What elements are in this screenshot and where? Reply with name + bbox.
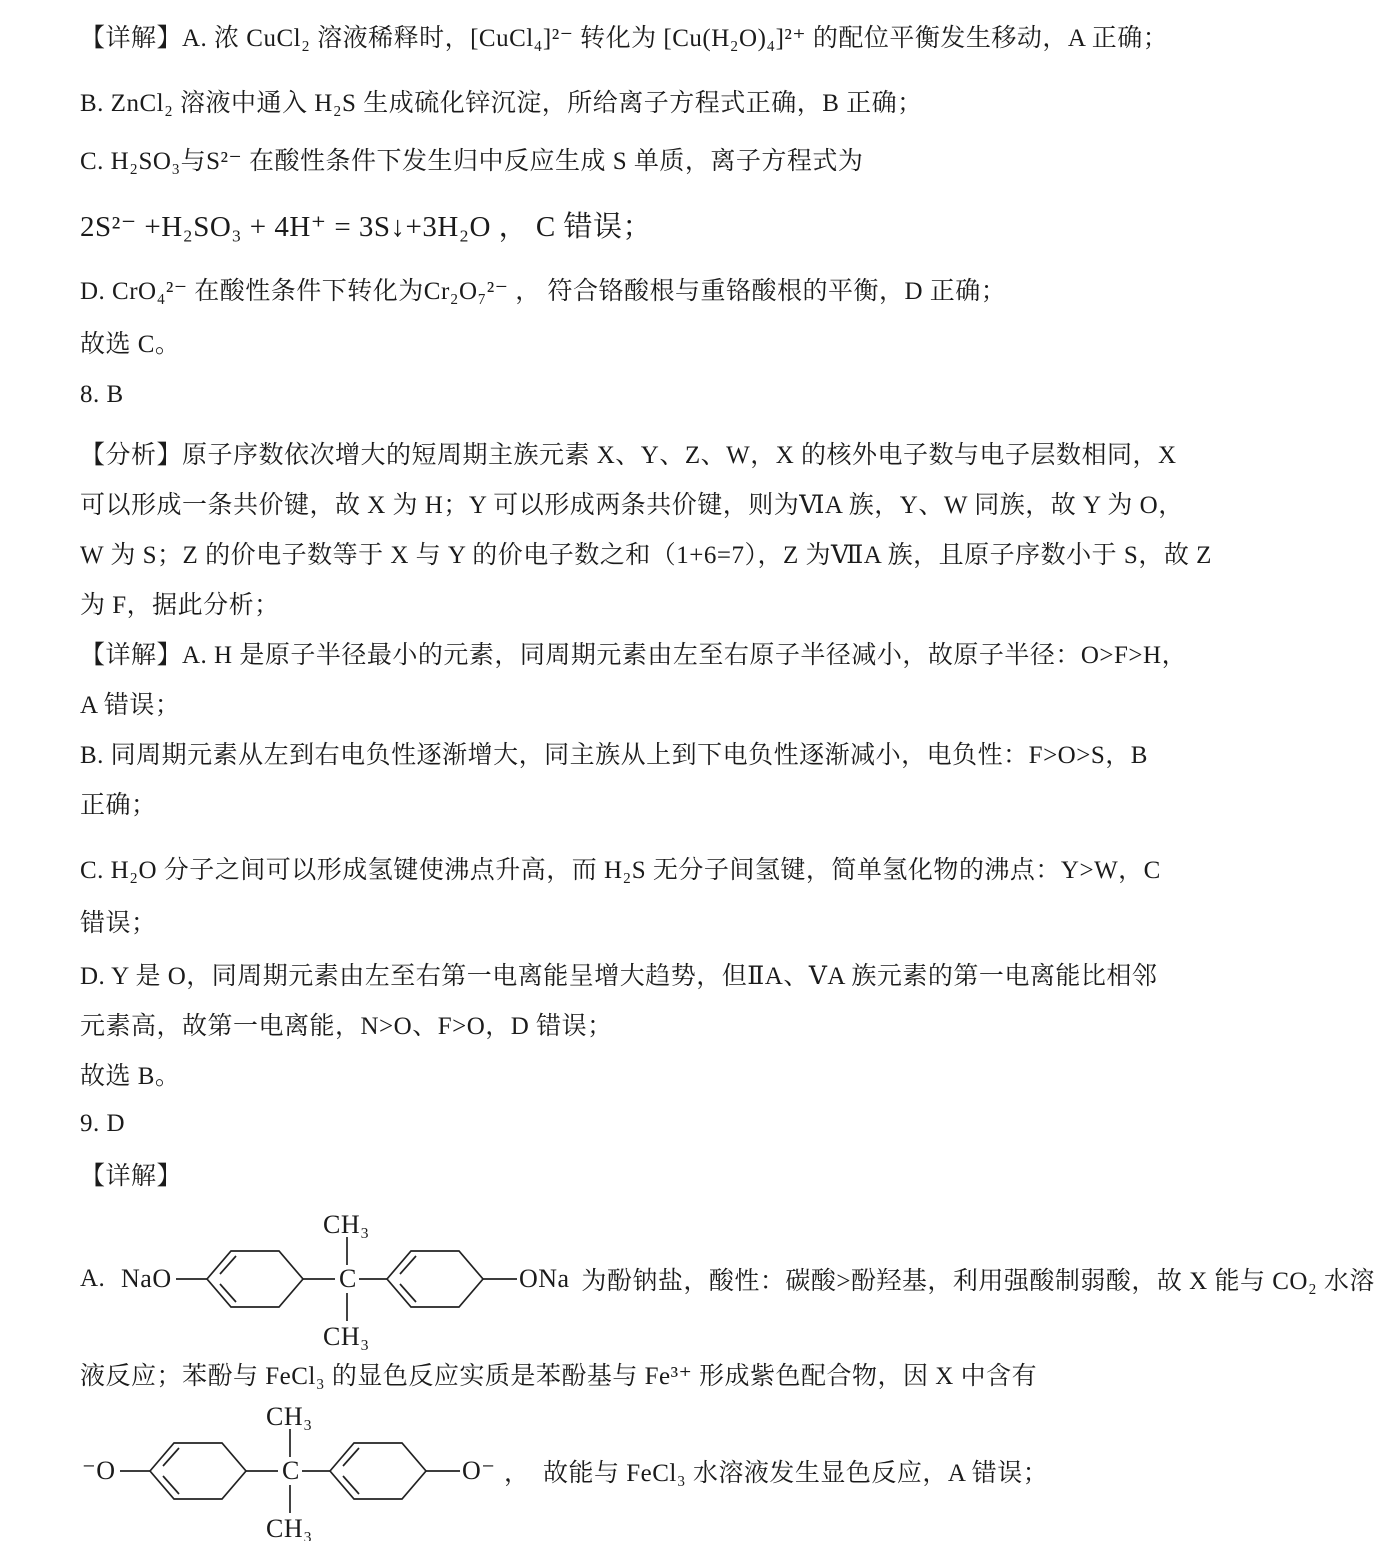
text-line: C. H₂SO₃与S²⁻ 在酸性条件下发生归中反应生成 S 单质，离子方程式为: [80, 148, 864, 175]
text-line: 元素高，故第一电离能，N>O、F>O，D 错误；: [80, 1013, 613, 1040]
text-line: 错误；: [80, 910, 157, 937]
text-line: 液反应；苯酚与 FeCl₃ 的显色反应实质是苯酚基与 Fe³⁺ 形成紫色配合物，因 X 中含有: [80, 1363, 1038, 1390]
ionic-equation-line: 2S²⁻ +H₂SO₃ + 4H⁺ = 3S↓+3H₂O ， C 错误；: [80, 210, 653, 243]
text-line: W 为 S；Z 的价电子数等于 X 与 Y 的价电子数之和（1+6=7），Z 为ⅦA 族，且原子序数小于 S，故 Z: [80, 542, 1212, 569]
text-line: 【分析】原子序数依次增大的短周期主族元素 X、Y、Z、W，X 的核外电子数与电子层数相同，X: [80, 442, 1177, 469]
text-line: B. ZnCl₂ 溶液中通入 H₂S 生成硫化锌沉淀，所给离子方程式正确，B 正确；: [80, 90, 923, 117]
text-line: 可以形成一条共价键，故 X 为 H；Y 可以形成两条共价键，则为ⅥA 族，Y、W 同族，故 Y 为 O，: [80, 492, 1184, 519]
option-a-conclusion-text: ， 故能与 FeCl₃ 水溶液发生显色反应，A 错误；: [504, 1460, 1049, 1487]
methyl-top-label: CH₃: [323, 1210, 370, 1239]
option-a-text: 为酚钠盐，酸性：碳酸>酚羟基，利用强酸制弱酸，故 X 能与 CO₂ 水溶: [581, 1268, 1375, 1295]
option-label: A.: [80, 1265, 106, 1292]
text-line: C. H₂O 分子之间可以形成氢键使沸点升高，而 H₂S 无分子间氢键，简单氢化物的沸点：Y>W，C: [80, 857, 1161, 884]
methyl-bottom-label: CH₃: [323, 1322, 370, 1351]
option-a-structure-row: [80, 1209, 1375, 1351]
methyl-top-label: CH₃: [266, 1402, 313, 1431]
answer-line: 故选 B。: [80, 1063, 181, 1090]
central-carbon-label: C: [339, 1264, 358, 1293]
answer-line: 8. B: [80, 381, 124, 408]
central-carbon-label: C: [282, 1456, 300, 1485]
phenolate-structure-row: [80, 1402, 1220, 1541]
bisphenol-a-disodium-structure: [119, 1209, 581, 1349]
right-substituent-label: ONa: [519, 1264, 570, 1293]
text-line: 正确；: [80, 792, 157, 819]
left-substituent-label: NaO: [121, 1264, 172, 1293]
text-line: D. CrO₄²⁻ 在酸性条件下转化为Cr₂O₇²⁻ ， 符合铬酸根与重铬酸根的平衡，D 正确；: [80, 278, 1007, 305]
text-line: D. Y 是 O，同周期元素由左至右第一电离能呈增大趋势，但ⅡA、ⅤA 族元素的第一电离能比相邻: [80, 963, 1158, 990]
text-line: B. 同周期元素从左到右电负性逐渐增大，同主族从上到下电负性逐渐减小，电负性：F>O>S，B: [80, 742, 1148, 769]
text-line: 为 F，据此分析；: [80, 592, 280, 619]
left-substituent-label: ⁻O: [82, 1456, 116, 1485]
text-line: 故选 C。: [80, 331, 181, 358]
methyl-bottom-label: CH₃: [266, 1514, 313, 1541]
text-line: A 错误；: [80, 692, 181, 719]
bisphenol-a-dianion-structure: [80, 1401, 504, 1541]
text-line: 【详解】A. H 是原子半径最小的元素，同周期元素由左至右原子半径减小，故原子半径：O>F>H，: [80, 642, 1188, 669]
answer-line: 9. D: [80, 1110, 126, 1137]
text-line: 【详解】A. 浓 CuCl₂ 溶液稀释时，[CuCl₄]²⁻ 转化为 [Cu(H₂O)₄]²⁺ 的配位平衡发生移动，A 正确；: [80, 25, 1169, 52]
text-line: 【详解】: [80, 1163, 183, 1190]
right-substituent-label: O⁻: [462, 1456, 496, 1485]
